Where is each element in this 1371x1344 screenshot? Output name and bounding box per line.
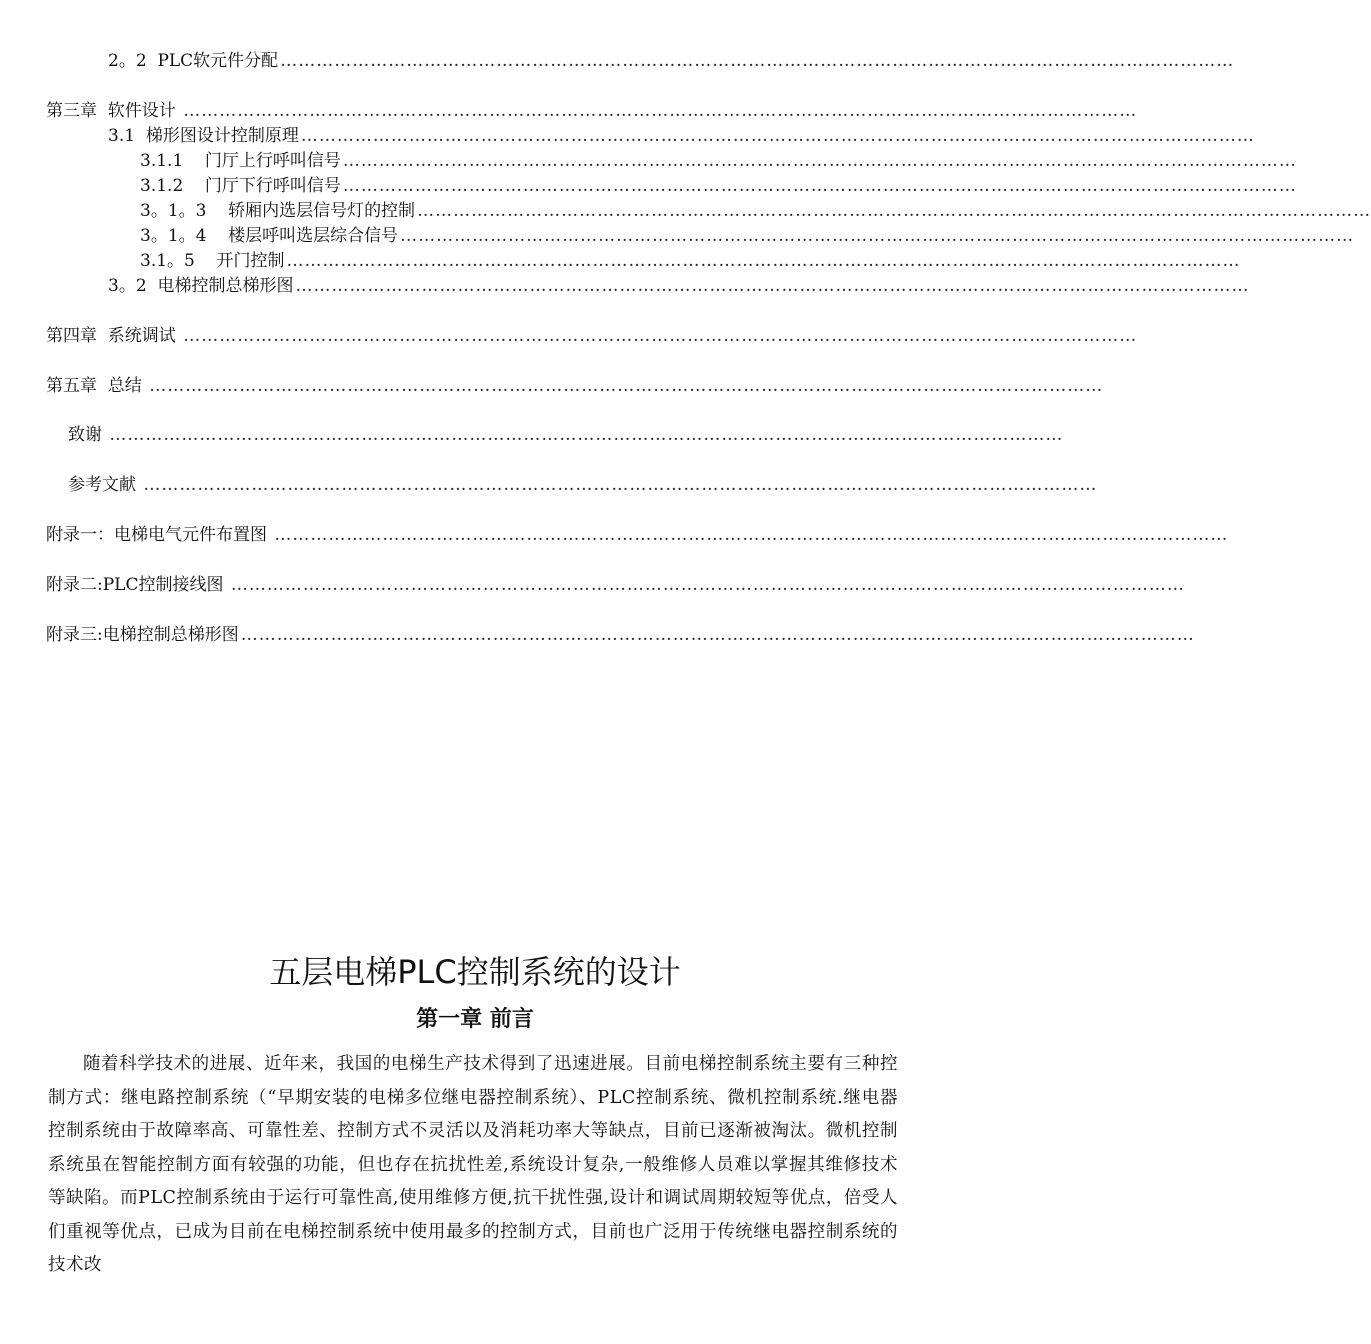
toc-entry-label: 附录一：电梯电气元件布置图 <box>46 525 273 545</box>
toc-entry[interactable] <box>140 250 1241 272</box>
toc-entry[interactable] <box>108 275 1250 297</box>
body-paragraph: 随着科学技术的进展、近年来，我国的电梯生产技术得到了迅速进展。目前电梯控制系统主要有三种控制方式：继电路控制系统（“早期安装的电梯多位继电器控制系统）、PLC控制系统、微机控制系统.继电器控制系统由于故障率高、可靠性差、控制方式不灵活以及消耗功率大等缺点，目前已逐渐被淘汰。微机控制系统虽在智能控制方面有较强的功能，但也存在抗扰性差,系统设计复杂,一般维修人员难以掌握其维修技术等缺陷。而PLC控制系统由于运行可靠性高,使用维修方便,抗干扰性强,设计和调试周期较短等优点，倍受人们重视等优点，已成为目前在电梯控制系统中使用最多的控制方式，目前也广泛用于传统继电器控制系统的技术改 <box>48 1054 898 1275</box>
chapter-number: 第一章 <box>416 1007 483 1032</box>
toc-entry-label: 3.1 梯形图设计控制原理 <box>108 126 299 146</box>
toc-leader-dots: …………………………………………………………………………………………………………………………………………… <box>149 376 1104 396</box>
toc-entry-label: 3.1。5 开门控制 <box>140 251 285 271</box>
toc-entry[interactable] <box>46 624 1195 646</box>
toc-leader-dots: …………………………………………………………………………………………………………………………………………… <box>286 251 1241 271</box>
toc-entry-label: 3。1。4 楼层呼叫选层综合信号 <box>140 226 399 246</box>
toc-entry-label: 3.1.1 门厅上行呼叫信号 <box>140 151 341 171</box>
toc-leader-dots: …………………………………………………………………………………………………………………………………………… <box>300 126 1255 146</box>
toc-entry[interactable] <box>140 225 1355 247</box>
toc-leader-dots: …………………………………………………………………………………………………………………………………………… <box>295 276 1250 296</box>
toc-entry-label: 第三章 软件设计 <box>46 101 182 121</box>
toc-leader-dots: …………………………………………………………………………………………………………………………………………… <box>230 575 1185 595</box>
toc-entry[interactable] <box>68 474 1098 496</box>
toc-entry-label: 3。2 电梯控制总梯形图 <box>108 276 294 296</box>
toc-entry[interactable] <box>46 325 1138 347</box>
toc-leader-dots: …………………………………………………………………………………………………………………………………………… <box>109 425 1064 445</box>
toc-entry-label: 致谢 <box>68 425 108 445</box>
document-title: 五层电梯PLC控制系统的设计 <box>269 953 681 991</box>
toc-entry-label: 第四章 系统调试 <box>46 326 182 346</box>
chapter-heading <box>0 1004 950 1036</box>
toc-entry[interactable] <box>140 200 1371 222</box>
toc-leader-dots: …………………………………………………………………………………………………………………………………………… <box>183 101 1138 121</box>
toc-entry[interactable] <box>68 424 1064 446</box>
toc-leader-dots: …………………………………………………………………………………………………………………………………………… <box>342 151 1297 171</box>
toc-leader-dots: …………………………………………………………………………………………………………………………………………… <box>400 226 1355 246</box>
toc-leader-dots: …………………………………………………………………………………………………………………………………………… <box>183 326 1138 346</box>
toc-entry-label: 参考文献 <box>68 475 142 495</box>
toc-entry[interactable] <box>46 524 1229 546</box>
toc-entry-label: 2。2 PLC软元件分配 <box>108 51 279 71</box>
toc-leader-dots: …………………………………………………………………………………………………………………………………………… <box>143 475 1098 495</box>
toc-entry[interactable] <box>46 574 1185 596</box>
toc-entry[interactable] <box>46 100 1138 122</box>
toc-entry[interactable] <box>108 125 1255 147</box>
toc-entry[interactable] <box>140 175 1297 197</box>
toc-leader-dots: …………………………………………………………………………………………………………………………………………… <box>274 525 1229 545</box>
toc-entry[interactable] <box>46 375 1104 397</box>
toc-leader-dots: …………………………………………………………………………………………………………………………………………… <box>240 625 1195 645</box>
toc-entry-label: 附录二:PLC控制接线图 <box>46 575 229 595</box>
toc-entry[interactable] <box>140 150 1297 172</box>
toc-leader-dots: …………………………………………………………………………………………………………………………………………… <box>280 51 1235 71</box>
toc-entry-label: 第五章 总结 <box>46 376 148 396</box>
chapter-title: 前言 <box>489 1007 534 1032</box>
toc-entry-label: 3.1.2 门厅下行呼叫信号 <box>140 176 341 196</box>
toc-leader-dots: …………………………………………………………………………………………………………………………………………… <box>417 201 1371 221</box>
toc-entry-label: 3。1。3 轿厢内选层信号灯的控制 <box>140 201 416 221</box>
toc-leader-dots: …………………………………………………………………………………………………………………………………………… <box>342 176 1297 196</box>
toc-entry-label: 附录三:电梯控制总梯形图 <box>46 625 239 645</box>
toc-entry[interactable] <box>108 50 1235 72</box>
